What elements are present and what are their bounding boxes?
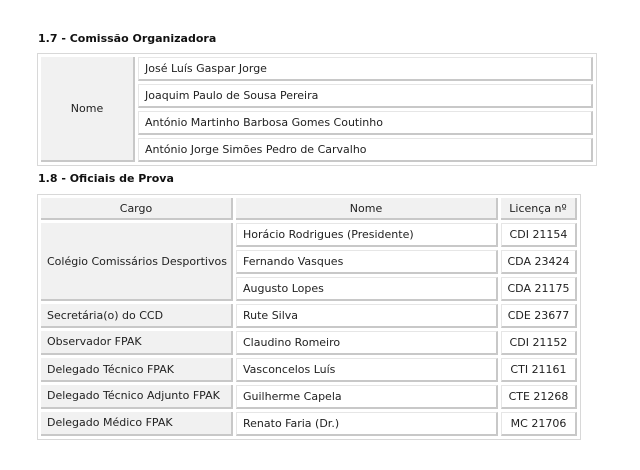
member-name: José Luís Gaspar Jorge bbox=[138, 57, 593, 81]
nome-cell: Claudino Romeiro bbox=[236, 331, 498, 355]
cargo-cell: Observador FPAK bbox=[41, 331, 233, 355]
table-row bbox=[41, 412, 577, 436]
nome-cell: Horácio Rodrigues (Presidente) bbox=[236, 223, 498, 247]
licenca-cell: CTI 21161 bbox=[501, 358, 577, 382]
nome-cell: Renato Faria (Dr.) bbox=[236, 412, 498, 436]
comissao-organizadora-table bbox=[37, 53, 597, 166]
section-17-title: 1.7 - Comissão Organizadora bbox=[38, 32, 217, 45]
header-row bbox=[41, 198, 577, 220]
nome-label: Nome bbox=[41, 57, 135, 162]
header-cargo: Cargo bbox=[41, 198, 233, 220]
table-row bbox=[41, 358, 577, 382]
cargo-cell: Secretária(o) do CCD bbox=[41, 304, 233, 328]
licenca-cell: CDA 21175 bbox=[501, 277, 577, 301]
member-name: António Jorge Simões Pedro de Carvalho bbox=[138, 138, 593, 162]
licenca-cell: CDI 21152 bbox=[501, 331, 577, 355]
nome-cell: Augusto Lopes bbox=[236, 277, 498, 301]
nome-cell: Fernando Vasques bbox=[236, 250, 498, 274]
oficiais-prova-table bbox=[37, 194, 581, 440]
nome-cell: Rute Silva bbox=[236, 304, 498, 328]
cargo-cell: Colégio Comissários Desportivos bbox=[41, 223, 233, 301]
nome-cell: Guilherme Capela bbox=[236, 385, 498, 409]
licenca-cell: CDI 21154 bbox=[501, 223, 577, 247]
cargo-cell: Delegado Médico FPAK bbox=[41, 412, 233, 436]
table-row bbox=[41, 57, 593, 81]
table-row bbox=[41, 304, 577, 328]
header-licenca: Licença nº bbox=[501, 198, 577, 220]
licenca-cell: CDE 23677 bbox=[501, 304, 577, 328]
table-row bbox=[41, 331, 577, 355]
member-name: António Martinho Barbosa Gomes Coutinho bbox=[138, 111, 593, 135]
table-row bbox=[41, 385, 577, 409]
table-row bbox=[41, 223, 577, 247]
header-nome: Nome bbox=[236, 198, 498, 220]
cargo-cell: Delegado Técnico Adjunto FPAK bbox=[41, 385, 233, 409]
licenca-cell: CTE 21268 bbox=[501, 385, 577, 409]
member-name: Joaquim Paulo de Sousa Pereira bbox=[138, 84, 593, 108]
section-18-title: 1.8 - Oficiais de Prova bbox=[38, 172, 174, 185]
nome-cell: Vasconcelos Luís bbox=[236, 358, 498, 382]
cargo-cell: Delegado Técnico FPAK bbox=[41, 358, 233, 382]
licenca-cell: CDA 23424 bbox=[501, 250, 577, 274]
licenca-cell: MC 21706 bbox=[501, 412, 577, 436]
